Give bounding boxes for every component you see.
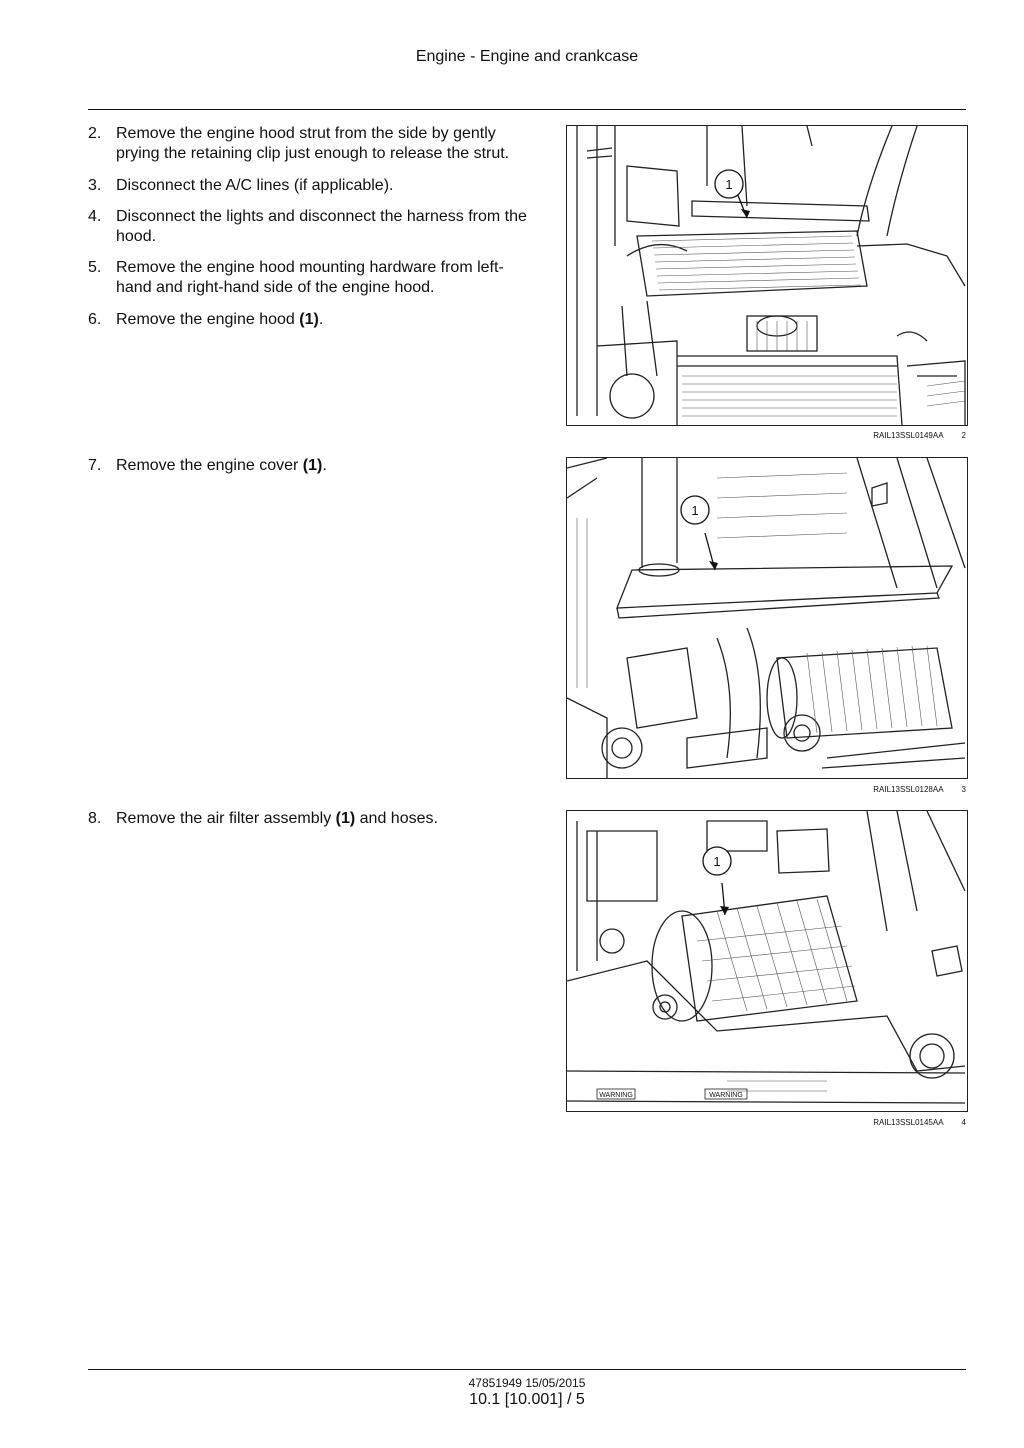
callout-label: 1 (713, 854, 721, 869)
step-text: Remove the air filter assembly (116, 810, 336, 827)
figure-code: RAIL13SSL0149AA (873, 431, 944, 440)
warning-label: WARNING (709, 1092, 743, 1099)
footer-page-number: 10.1 [10.001] / 5 (469, 1391, 585, 1408)
callout-label: 1 (725, 177, 733, 192)
step-4 (88, 207, 533, 247)
step-number: 8. (88, 810, 102, 827)
engine-hood-illustration (567, 126, 967, 425)
figure-code: RAIL13SSL0145AA (873, 1118, 944, 1127)
step-number: 6. (88, 311, 102, 328)
step-number: 2. (88, 125, 102, 142)
step-text: Remove the engine hood mounting hardware from left-hand and right-hand side of the engine hood. (116, 259, 504, 296)
step-reference: (1) (299, 311, 319, 328)
step-number: 4. (88, 208, 102, 225)
step-6 (88, 310, 533, 330)
step-number: 7. (88, 457, 102, 474)
figure-caption (566, 431, 966, 440)
step-2 (88, 124, 533, 164)
footer-divider (88, 1369, 966, 1370)
engine-cover-illustration (567, 458, 967, 778)
step-5 (88, 258, 533, 298)
warning-label: WARNING (599, 1092, 633, 1099)
footer-doc-id: 47851949 15/05/2015 (468, 1376, 586, 1390)
step-7 (88, 456, 533, 476)
figure-code: RAIL13SSL0128AA (873, 785, 944, 794)
step-text: Remove the engine hood (116, 311, 300, 328)
figure-number: 3 (961, 785, 966, 794)
figure-engine-hood (566, 125, 968, 426)
figure-number: 4 (961, 1118, 966, 1127)
header-divider (88, 109, 966, 110)
step-text: Remove the engine hood strut from the side by gently prying the retaining clip just enough to release the strut. (116, 125, 510, 162)
page-header-title: Engine - Engine and crankcase (415, 48, 639, 65)
figure-engine-cover (566, 457, 968, 779)
figure-caption (566, 1118, 966, 1127)
step-reference: (1) (302, 457, 323, 474)
step-text: Disconnect the A/C lines (if applicable). (116, 177, 394, 194)
step-text-end: . (318, 311, 324, 328)
step-number: 3. (88, 177, 102, 194)
step-3 (88, 176, 533, 196)
figure-air-filter (566, 810, 968, 1112)
step-number: 5. (88, 259, 102, 276)
step-reference: (1) (335, 810, 356, 827)
step-text-end: and hoses. (355, 810, 438, 827)
air-filter-illustration (567, 811, 967, 1111)
step-text: Disconnect the lights and disconnect the harness from the hood. (116, 208, 527, 245)
figure-caption (566, 785, 966, 794)
step-text: Remove the engine cover (116, 457, 303, 474)
figure-number: 2 (961, 431, 966, 440)
callout-label: 1 (691, 503, 699, 518)
step-text-end: . (322, 457, 327, 474)
step-8 (88, 809, 533, 829)
